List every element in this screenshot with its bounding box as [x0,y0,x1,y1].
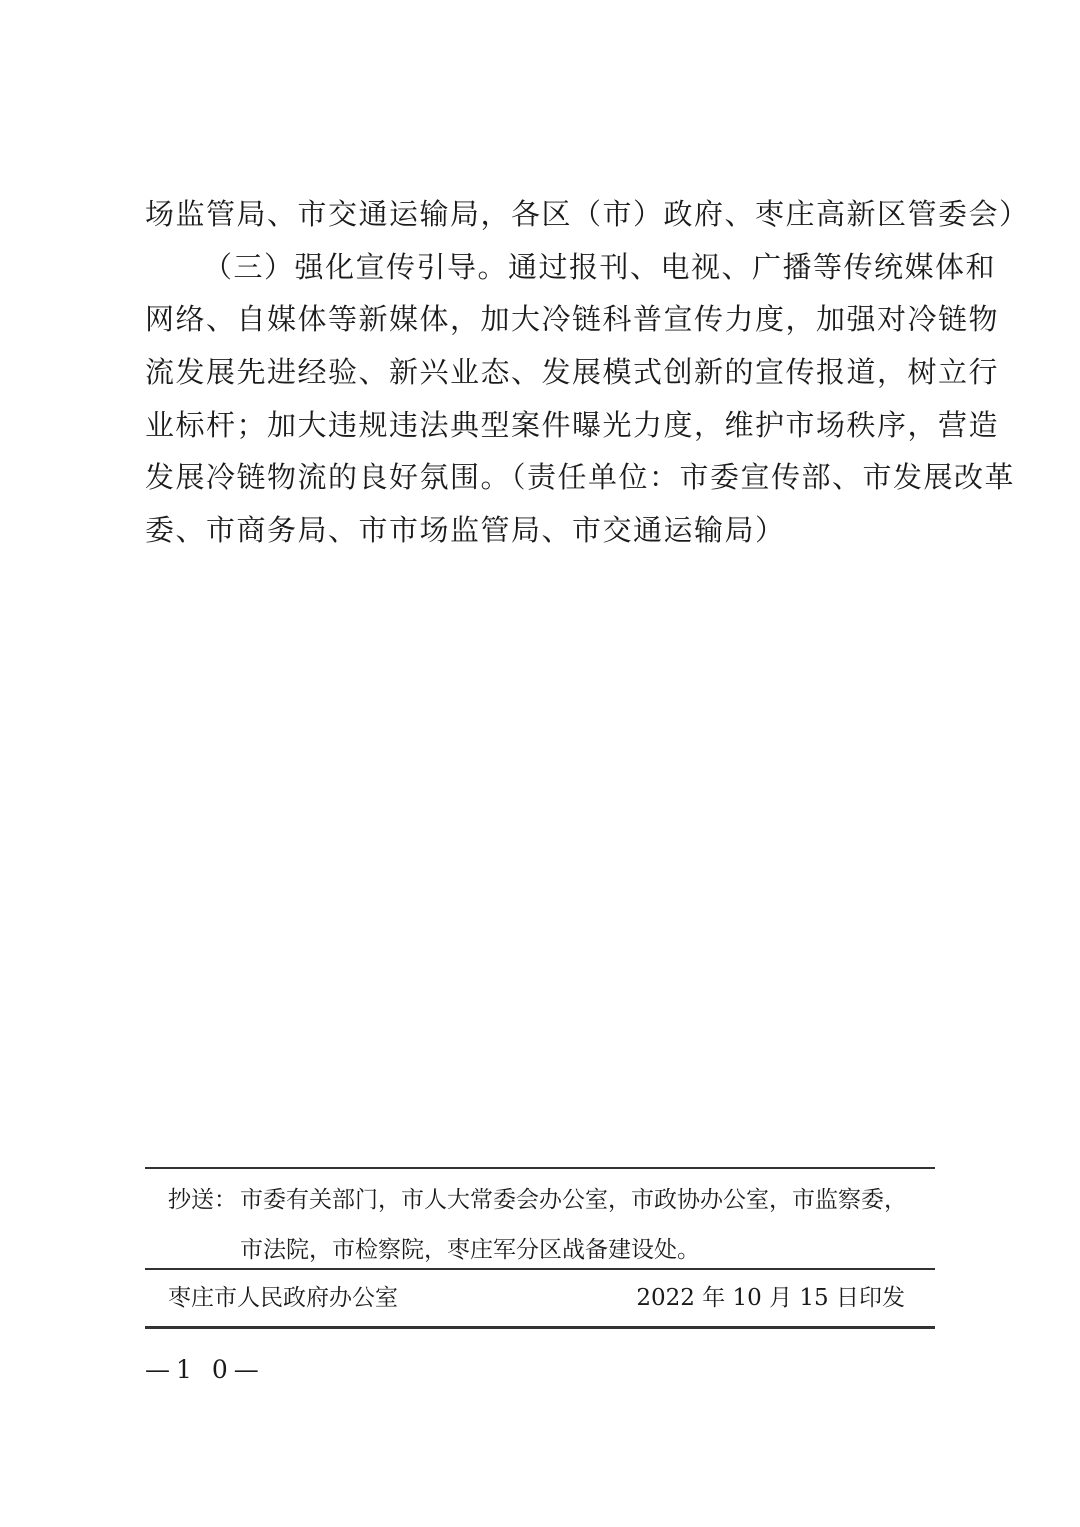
body-line-2: （三）强化宣传引导。通过报刊、电视、广播等传统媒体和 [203,249,997,284]
cc-recipients-line-1: 市委有关部门，市人大常委会办公室，市政协办公室，市监察委， [240,1187,907,1213]
body-line-1: 场监管局、市交通运输局，各区（市）政府、枣庄高新区管委会） [145,197,1030,231]
cc-recipients-line-2: 市法院，市检察院，枣庄军分区战备建设处。 [240,1237,700,1263]
cc-label: 抄送： [168,1187,237,1213]
body-line-7: 委、市商务局、市市场监管局、市交通运输局） [145,513,786,548]
cc-top-rule [145,1167,935,1169]
body-text [145,188,1030,557]
body-line-3: 网络、自媒体等新媒体，加大冷链科普宣传力度，加强对冷链物 [145,302,1000,337]
cc-bottom-rule [145,1268,935,1270]
body-line-4: 流发展先进经验、新兴业态、发展模式创新的宣传报道，树立行 [145,355,1000,390]
footer-bottom-rule [145,1326,935,1329]
issue-date: 2022 年 10 月 15 日印发 [636,1285,905,1311]
page-number: —1 0— [145,1355,265,1384]
body-line-5: 业标杆；加大违规违法典型案件曝光力度，维护市场秩序，营造 [145,407,1000,442]
issuer-name: 枣庄市人民政府办公室 [168,1285,398,1311]
body-line-6: 发展冷链物流的良好氛围。（责任单位：市委宣传部、市发展改革 [145,460,1016,495]
